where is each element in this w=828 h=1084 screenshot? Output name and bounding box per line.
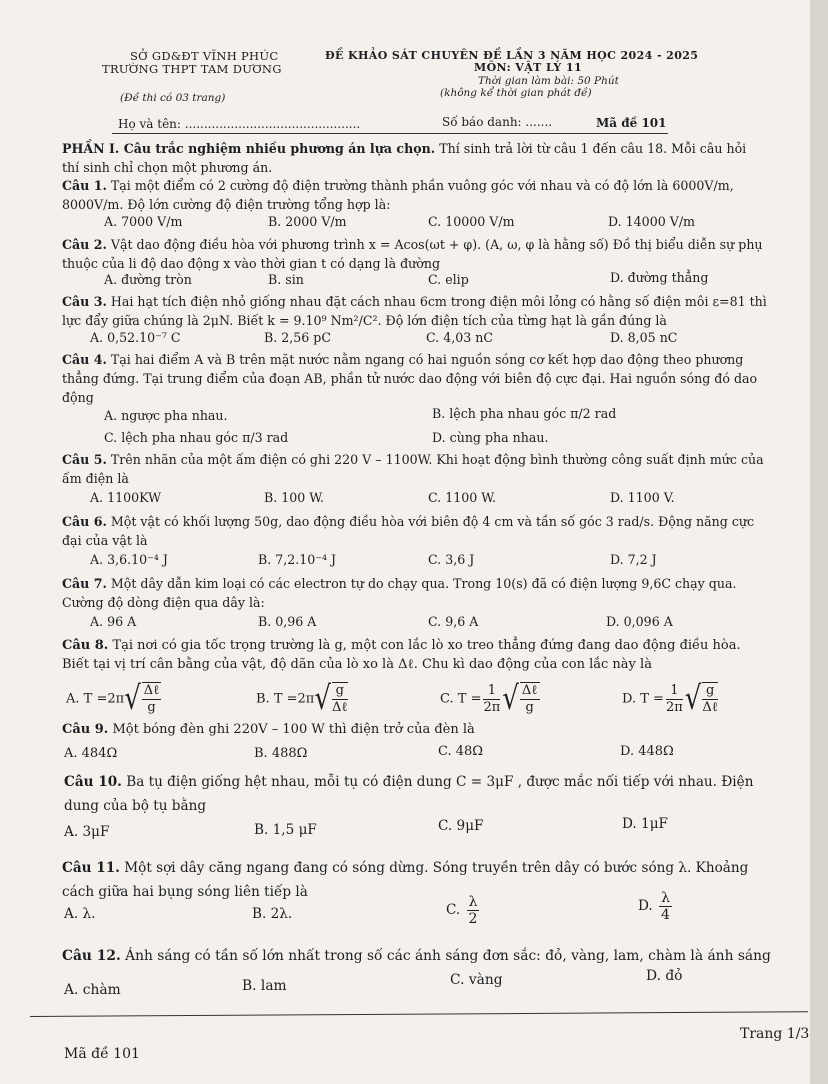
question-9: Câu 9. Một bóng đèn ghi 220V – 100 W thì điện trở của đèn là: [62, 722, 475, 737]
q7-option-a[interactable]: A. 96 A: [90, 614, 137, 629]
q2-option-d[interactable]: D. đường thẳng: [610, 270, 709, 285]
q3-option-d[interactable]: D. 8,05 nC: [610, 330, 678, 345]
q3-option-c[interactable]: C. 4,03 nC: [426, 330, 493, 345]
q7-option-b[interactable]: B. 0,96 A: [258, 614, 317, 629]
q1-option-c[interactable]: C. 10000 V/m: [428, 214, 515, 229]
q9-option-b[interactable]: B. 488Ω: [254, 746, 308, 761]
q6-option-c[interactable]: C. 3,6 J: [428, 552, 475, 567]
q4-option-a[interactable]: A. ngược pha nhau.: [104, 408, 228, 423]
time-limit: Thời gian làm bài: 50 Phút: [478, 75, 619, 87]
q12-option-c[interactable]: C. vàng: [450, 972, 503, 988]
q4-option-b[interactable]: B. lệch pha nhau góc π/2 rad: [432, 406, 617, 421]
q11-option-c[interactable]: C. $\frac{\lambda}{2}$: [446, 894, 478, 927]
q2-option-a[interactable]: A. đường tròn: [104, 272, 192, 287]
q1-option-d[interactable]: D. 14000 V/m: [608, 214, 695, 229]
q2-option-c[interactable]: C. elip: [428, 272, 469, 287]
q4-option-d[interactable]: D. cùng pha nhau.: [432, 430, 549, 445]
q5-option-c[interactable]: C. 1100 W.: [428, 490, 496, 505]
q1-option-b[interactable]: B. 2000 V/m: [268, 214, 347, 229]
exam-code: Mã đề 101: [596, 116, 667, 130]
school-dept: SỞ GD&ĐT VĨNH PHÚC: [130, 49, 279, 63]
q3-option-a[interactable]: A. 0,52.10⁻⁷ C: [90, 330, 181, 345]
q6-option-b[interactable]: B. 7,2.10⁻⁴ J: [258, 552, 337, 567]
q10-option-d[interactable]: D. 1μF: [622, 816, 668, 832]
q9-option-a[interactable]: A. 484Ω: [64, 746, 118, 761]
q7-option-c[interactable]: C. 9,6 A: [428, 614, 479, 629]
q6-option-a[interactable]: A. 3,6.10⁻⁴ J: [90, 552, 168, 567]
q12-option-d[interactable]: D. đỏ: [646, 968, 683, 984]
q9-option-d[interactable]: D. 448Ω: [620, 744, 674, 759]
q7-option-d[interactable]: D. 0,096 A: [606, 614, 673, 629]
header-divider: [112, 133, 668, 134]
question-7: Câu 7. Một dây dẫn kim loại có các electron tự do chạy qua. Trong 10(s) đã có điện lượng 9,6C chạy qua. Cường độ dòng điện qua dây là:: [62, 576, 737, 610]
school-name: TRƯỜNG THPT TAM DƯƠNG: [102, 62, 282, 76]
student-id-field: Số báo danh: .......: [442, 115, 553, 129]
q8-option-a[interactable]: A. T =2π√ $\frac{\text{Δℓ}}{g}$: [66, 680, 160, 718]
q5-option-b[interactable]: B. 100 W.: [264, 490, 325, 505]
q4-option-c[interactable]: C. lệch pha nhau góc π/3 rad: [104, 430, 289, 445]
q5-option-d[interactable]: D. 1100 V.: [610, 490, 675, 505]
footer-divider: [30, 1011, 808, 1017]
q9-option-c[interactable]: C. 48Ω: [438, 744, 484, 759]
page-number: Trang 1/3: [740, 1026, 810, 1042]
q8-option-d[interactable]: D. T = $\frac{1}{2\pi}$ √ $\frac{g}{\text{Δℓ}}$: [622, 680, 718, 718]
q10-option-c[interactable]: C. 9μF: [438, 818, 484, 834]
question-10: Câu 10. Ba tụ điện giống hệt nhau, mỗi tụ có điện dung C = 3μF , được mắc nối tiếp với nhau. Điện dung của bộ tụ bằng: [64, 774, 754, 814]
question-2: Câu 2. Vật dao động điều hòa với phương trình x = Acos(ωt + φ). (A, ω, φ là hằng số) Đồ thị biểu diễn sự phụ thuộc của li độ dao động x vào thời gian t có dạng là đường: [62, 237, 763, 271]
q11-option-a[interactable]: A. λ.: [64, 906, 96, 922]
time-note: (không kể thời gian phát đề): [440, 87, 592, 99]
q3-option-b[interactable]: B. 2,56 pC: [264, 330, 332, 345]
q8-option-c[interactable]: C. T = $\frac{1}{2\pi}$ √ $\frac{\text{Δℓ}}{g}$: [440, 680, 538, 718]
question-1: Câu 1. Tại một điểm có 2 cường độ điện trường thành phần vuông góc với nhau và có độ lớn là 6000V/m, 8000V/m. Độ lớn cường độ điện trường tổng hợp là:: [62, 178, 734, 212]
q2-option-b[interactable]: B. sin: [268, 272, 304, 287]
q1-option-a[interactable]: A. 7000 V/m: [104, 214, 183, 229]
q10-option-a[interactable]: A. 3μF: [64, 824, 110, 840]
q5-option-a[interactable]: A. 1100KW: [90, 490, 162, 505]
question-4: Câu 4. Tại hai điểm A và B trên mặt nước nằm ngang có hai nguồn sóng cơ kết hợp dao động theo phương thẳng đứng. Tại trung điểm của đoạn AB, phần tử nước dao động với biên độ cực đại. Hai nguồn sóng đó dao động: [62, 352, 758, 405]
q11-option-d[interactable]: D. $\frac{\lambda}{4}$: [638, 890, 670, 923]
pages-note: (Đề thi có 03 trang): [120, 92, 226, 104]
subject: MÔN: VẬT LÝ 11: [474, 61, 583, 74]
exam-title: ĐỀ KHẢO SÁT CHUYÊN ĐỀ LẦN 3 NĂM HỌC 2024 - 2025: [325, 49, 699, 62]
question-6: Câu 6. Một vật có khối lượng 50g, dao động điều hòa với biên độ 4 cm và tần số góc 3 rad/s. Động năng cực đại của vật là: [62, 514, 755, 548]
student-name-field: Họ và tên: ..............................................: [118, 117, 361, 131]
q10-option-b[interactable]: B. 1,5 μF: [254, 822, 317, 838]
question-12: Câu 12. Ánh sáng có tần số lớn nhất trong số các ánh sáng đơn sắc: đỏ, vàng, lam, chàm là ánh sáng: [62, 948, 771, 964]
part-title: PHẦN I. Câu trắc nghiệm nhiều phương án lựa chọn. Thí sinh trả lời từ câu 1 đến câu 18. Mỗi câu hỏi thí sinh chỉ chọn một phương án.: [62, 141, 747, 175]
q6-option-d[interactable]: D. 7,2 J: [610, 552, 657, 567]
q12-option-a[interactable]: A. chàm: [64, 982, 121, 998]
question-3: Câu 3. Hai hạt tích điện nhỏ giống nhau đặt cách nhau 6cm trong điện môi lỏng có hằng số điện môi ε=81 thì lực đẩy giữa chúng là 2μN. Biết k = 9.10⁹ Nm²/C². Độ lớn điện tích của từng hạt là gần đúng là: [62, 294, 767, 328]
question-11: Câu 11. Một sợi dây căng ngang đang có sóng dừng. Sóng truyền trên dây có bước sóng λ. Khoảng cách giữa hai bụng sóng liên tiếp là: [62, 860, 749, 900]
q12-option-b[interactable]: B. lam: [242, 978, 287, 994]
background-edge: [810, 0, 828, 1084]
q11-option-b[interactable]: B. 2λ.: [252, 906, 293, 922]
footer-exam-code: Mã đề 101: [64, 1046, 140, 1062]
q8-option-b[interactable]: B. T =2π√ $\frac{g}{\text{Δℓ}}$: [256, 680, 348, 718]
question-8: Câu 8. Tại nơi có gia tốc trọng trường là g, một con lắc lò xo treo thẳng đứng đang dao động điều hòa. Biết tại vị trí cân bằng của vật, độ dãn của lò xo là Δℓ. Chu kì dao động của con lắc này là: [62, 638, 741, 672]
question-5: Câu 5. Trên nhãn của một ấm điện có ghi 220 V – 1100W. Khi hoạt động bình thường công suất định mức của ấm điện là: [62, 452, 764, 486]
